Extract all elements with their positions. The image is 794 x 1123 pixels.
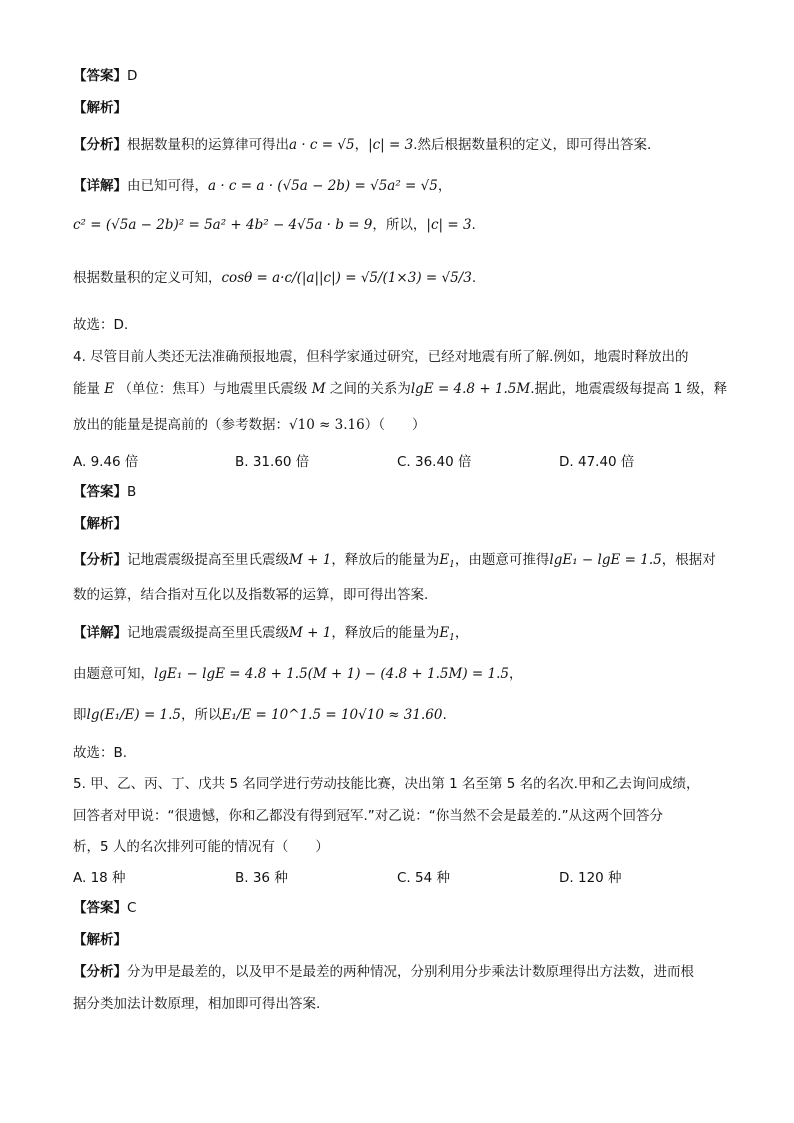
xiangjie-text: 即 [73,707,87,723]
q5-option-b: B. 36 种 [235,870,288,886]
xiangjie-label: 【详解】 [73,625,127,641]
q4-xiangjie-line-1 [73,623,468,648]
analysis-label: 【解析】 [73,932,127,948]
math-expression: a · c = √5 [289,137,355,153]
fenxi-text: 分为甲是最差的，以及甲不是最差的两种情况，分别利用分步乘法计数原理得出方法数，进而根 [127,964,694,980]
fenxi-label: 【分析】 [73,552,127,568]
q4-question-line-2 [73,379,727,399]
math-expression: |c| = 3 [426,217,472,233]
q5-option-a: A. 18 种 [73,870,126,886]
q4-option-c: C. 36.40 倍 [397,454,472,470]
xiangjie-text: ， [437,178,452,194]
math-expression: lgE = 4.8 + 1.5M [410,381,531,397]
q4-conclusion: 故选：B. [73,745,128,761]
xiangjie-text: ，所以， [372,217,427,233]
question-text: （单位：焦耳）与地震里氏震级 [118,381,308,397]
fenxi-text: 记地震震级提高至里氏震级 [127,552,289,568]
math-expression: M + 1 [289,552,332,568]
fenxi-text: ，由题意可推得 [454,552,550,568]
question-text: 能量 [73,381,100,397]
energy-symbol: $E_1$ [439,625,455,643]
q4-analysis-label [73,514,127,534]
question-text: ）（ ） [364,417,426,433]
math-expression: |c| = 3 [368,137,414,153]
fenxi-text: ，根据对 [661,552,716,568]
xiangjie-text: ，释放后的能量为 [331,625,440,641]
math-expression: c² = (√5a − 2b)² = 5a² + 4b² − 4√5a · b = 9 [73,217,373,233]
math-expression: cosθ = a·c/(|a||c|) = √5/(1×3) = √5/3 [221,270,472,286]
q5-fenxi-line-2: 据分类加法计数原理，相加即可得出答案. [73,996,321,1012]
question-text: 之间的关系为 [329,381,411,397]
fenxi-label: 【分析】 [73,137,127,153]
xiangjie-label: 【详解】 [73,178,127,194]
punctuation: . [471,270,477,286]
xiangjie-text: 由题意可知， [73,666,154,682]
answer-label: 【答案】 [73,484,127,500]
q4-fenxi-line-2: 数的运算，结合指对互化以及指数幂的运算，即可得出答案. [73,587,429,603]
magnitude-symbol: M [307,381,330,397]
q5-option-c: C. 54 种 [397,870,450,886]
q5-question-line-1: 5. 甲、乙、丙、丁、戊共 5 名同学进行劳动技能比赛，决出第 1 名至第 5 名的名次.甲和乙去询问成绩， [73,776,700,792]
q5-option-d: D. 120 种 [559,870,622,886]
math-expression: lgE₁ − lgE = 1.5 [549,552,662,568]
q3-conclusion: 故选：D. [73,317,129,333]
fenxi-text: 根据数量积的运算律可得出 [127,137,289,153]
answer-label: 【答案】 [73,900,127,916]
q5-question-line-2: 回答者对甲说：“很遗憾，你和乙都没有得到冠军.”对乙说：“你当然不会是最差的.”从这两个回答分 [73,808,664,824]
q3-xiangjie-line-3 [73,268,476,288]
q3-xiangjie-line-2 [73,215,476,235]
answer-value: D [127,68,138,84]
q5-analysis-label [73,930,127,950]
fenxi-text: ，释放后的能量为 [331,552,440,568]
energy-symbol: $E_1$ [439,552,455,570]
punctuation: . [471,217,476,233]
q4-option-a: A. 9.46 倍 [73,454,139,470]
math-expression: lgE₁ − lgE = 4.8 + 1.5(M + 1) − (4.8 + 1.5M) = 1.5 [154,666,509,682]
answer-label: 【答案】 [73,68,127,84]
q3-analysis-label [73,98,127,118]
question-text: .据此，地震震级每提高 1 级，释 [530,381,728,397]
fenxi-label: 【分析】 [73,964,127,980]
xiangjie-text: ，所以 [181,707,222,723]
answer-value: B [127,484,137,500]
q4-answer-line [73,482,136,502]
xiangjie-text: 根据数量积的定义可知， [73,270,222,286]
question-text: 放出的能量是提高前的（参考数据： [73,417,289,433]
q5-question-line-3: 析，5 人的名次排列可能的情况有（ ） [73,839,329,855]
answer-value: C [127,900,137,916]
q5-fenxi-line-1 [73,962,694,982]
q3-answer-line [73,66,137,86]
energy-symbol: E [100,381,119,397]
xiangjie-text: 由已知可得， [127,178,208,194]
punctuation: . [442,707,447,723]
math-expression: a · c = a · (√5a − 2b) = √5a² = √5 [208,178,438,194]
q4-fenxi-line-1 [73,550,716,575]
punctuation: ， [508,666,523,682]
q4-xiangjie-line-2 [73,664,522,684]
math-expression: lg(E₁/E) = 1.5 [86,707,182,723]
math-expression: M + 1 [289,625,332,641]
xiangjie-text: 记地震震级提高至里氏震级 [127,625,289,641]
q4-option-d: D. 47.40 倍 [559,454,635,470]
fenxi-text: .然后根据数量积的定义，即可得出答案. [413,137,652,153]
q4-question-line-3 [73,415,425,435]
q5-answer-line [73,898,136,918]
q4-option-b: B. 31.60 倍 [235,454,310,470]
math-expression: √10 ≈ 3.16 [289,417,365,433]
analysis-label: 【解析】 [73,100,127,116]
punctuation: ， [454,625,469,641]
q4-question-line-1: 4. 尽管目前人类还无法准确预报地震，但科学家通过研究，已经对地震有所了解.例如，地震时释放出的 [73,349,689,365]
q4-xiangjie-line-3 [73,705,447,725]
fenxi-text: ， [354,137,369,153]
math-expression: E₁/E = 10^1.5 = 10√10 ≈ 31.60 [221,707,443,723]
q3-fenxi-line [73,135,651,155]
q3-xiangjie-line [73,176,451,196]
analysis-label: 【解析】 [73,516,127,532]
